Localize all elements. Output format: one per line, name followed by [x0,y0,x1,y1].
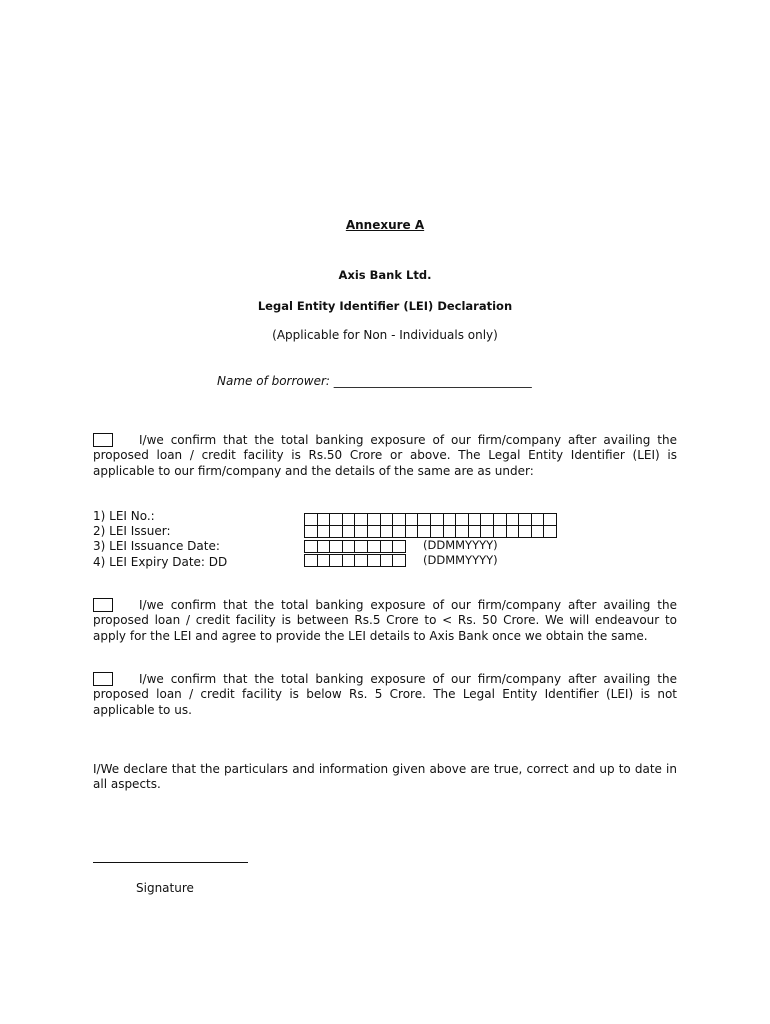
declaration-text: I/We declare that the particulars and information given above are true, correct and up to date in all aspects. [93,762,677,792]
char-box[interactable] [342,540,356,553]
lei-expiry-label: 4) LEI Expiry Date: DD [93,554,228,569]
char-box[interactable] [329,554,343,567]
char-box[interactable] [317,540,331,553]
lei-issuance-date-boxes[interactable] [304,540,405,553]
char-box[interactable] [417,525,431,538]
char-box[interactable] [518,525,532,538]
char-box[interactable] [304,525,318,538]
char-box[interactable] [304,540,318,553]
char-box[interactable] [367,525,381,538]
document-title: Legal Entity Identifier (LEI) Declaration [257,299,513,313]
char-box[interactable] [342,525,356,538]
lei-issuer-label: 2) LEI Issuer: [93,524,171,539]
char-box[interactable] [367,540,381,553]
lei-expiry-date-boxes[interactable] [304,554,405,567]
char-box[interactable] [329,525,343,538]
expiry-date-format: (DDMMYYYY) [423,553,498,567]
borrower-label: Name of borrower: [217,374,330,388]
char-box[interactable] [543,525,557,538]
char-box[interactable] [354,540,368,553]
lei-field-labels [93,509,227,570]
lei-issuer-boxes[interactable] [304,525,556,538]
borrower-name-field[interactable] [217,374,532,388]
document-subtitle: (Applicable for Non - Individuals only) [272,328,498,342]
option-2-text: I/we confirm that the total banking exposure of our firm/company after availing the proposed loan / credit facility is between Rs.5 Crore to < Rs. 50 Crore. We will endeavour to apply for the LEI and agree to provide the LEI details to Axis Bank once we obtain the same. [93,598,677,643]
option-3-text: I/we confirm that the total banking exposure of our firm/company after availing the proposed loan / credit facility is below Rs. 5 Crore. The Legal Entity Identifier (LEI) is not applicable to us. [93,672,677,717]
char-box[interactable] [317,525,331,538]
char-box[interactable] [380,525,394,538]
char-box[interactable] [531,525,545,538]
char-box[interactable] [317,554,331,567]
char-box[interactable] [392,540,406,553]
char-box[interactable] [342,554,356,567]
signature-line[interactable] [93,862,248,863]
char-box[interactable] [392,554,406,567]
char-box[interactable] [367,554,381,567]
char-box[interactable] [354,525,368,538]
char-box[interactable] [380,554,394,567]
lei-no-label: 1) LEI No.: [93,509,155,523]
bank-name: Axis Bank Ltd. [338,268,432,282]
char-box[interactable] [493,525,507,538]
char-box[interactable] [304,554,318,567]
char-box[interactable] [392,525,406,538]
lei-issuance-label: 3) LEI Issuance Date: [93,539,220,554]
char-box[interactable] [354,554,368,567]
char-box[interactable] [480,525,494,538]
option-1-text: I/we confirm that the total banking exposure of our firm/company after availing the proposed loan / credit facility is Rs.50 Crore or above. The Legal Entity Identifier (LEI) is applicable to our firm/company and the details of the same are as under: [93,433,677,478]
issuance-date-format: (DDMMYYYY) [423,538,498,552]
char-box[interactable] [430,525,444,538]
char-box[interactable] [329,540,343,553]
char-box[interactable] [380,540,394,553]
char-box[interactable] [468,525,482,538]
annexure-heading: Annexure A [345,218,425,232]
borrower-blank-line[interactable]: _________________________________ [333,374,532,388]
signature-label: Signature [136,881,194,895]
char-box[interactable] [405,525,419,538]
char-box[interactable] [443,525,457,538]
char-box[interactable] [455,525,469,538]
char-box[interactable] [506,525,520,538]
